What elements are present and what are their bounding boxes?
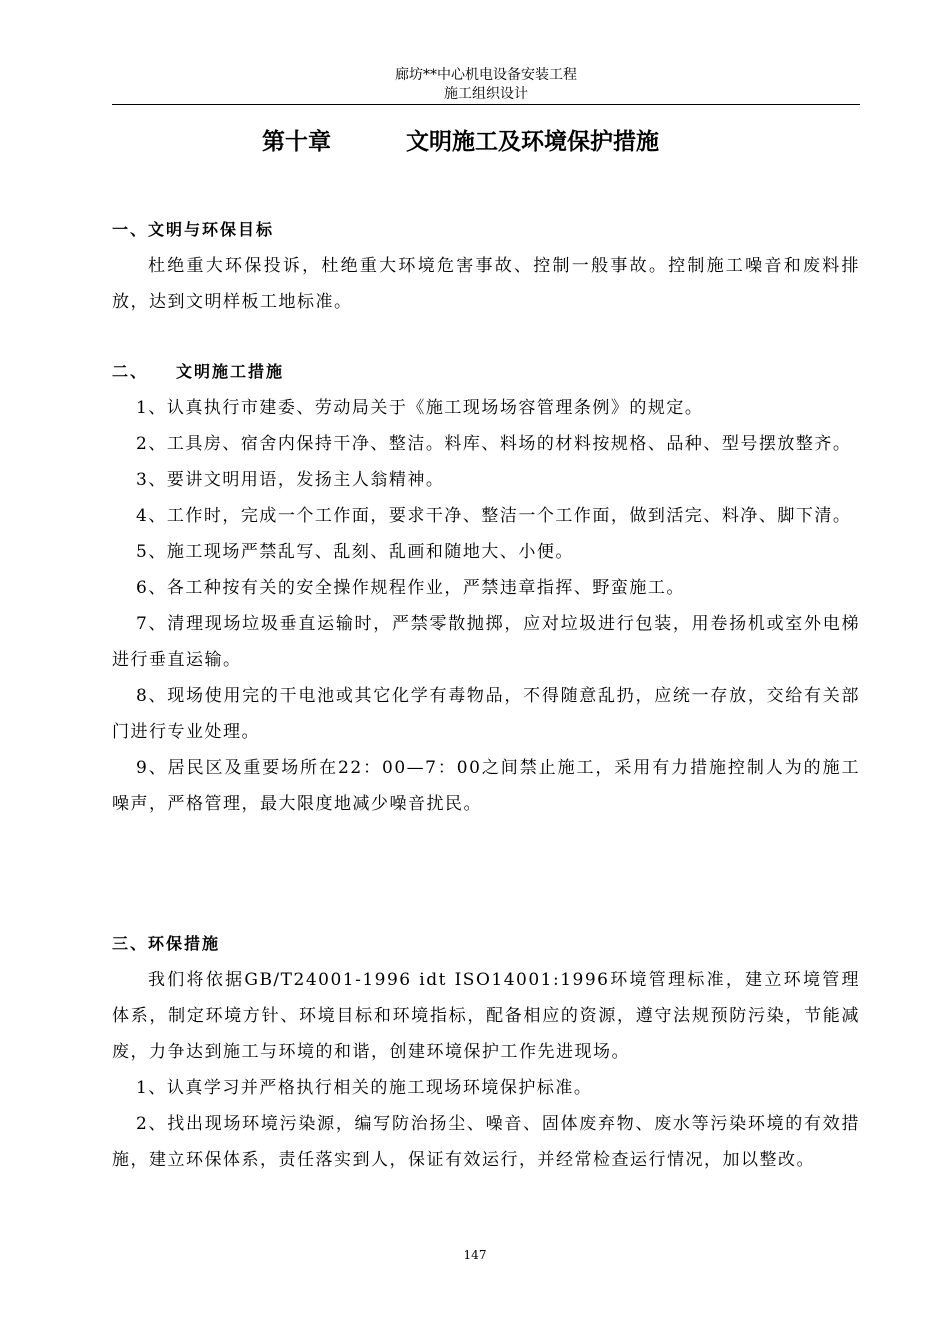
header-project-title: 廊坊**中心机电设备安装工程 — [395, 67, 577, 83]
chapter-name: 文明施工及环境保护措施 — [406, 128, 659, 155]
page-header — [112, 66, 860, 104]
section-1 — [112, 212, 860, 320]
section-1-heading — [112, 212, 860, 248]
list-item: 1、认真执行市建委、劳动局关于《施工现场场容管理条例》的规定。 — [136, 398, 704, 418]
section-2-number: 二、 — [112, 362, 149, 381]
header-document-type: 施工组织设计 — [444, 86, 528, 102]
section-2 — [112, 354, 860, 822]
list-item: 6、各工种按有关的安全操作规程作业，严禁违章指挥、野蛮施工。 — [136, 578, 685, 598]
list-item: 4、工作时，完成一个工作面，要求干净、整洁一个工作面，做到活完、料净、脚下清。 — [136, 506, 852, 526]
section-1-title: 文明与环保目标 — [148, 220, 275, 239]
list-item: 1、认真学习并严格执行相关的施工现场环境保护标准。 — [136, 1078, 593, 1098]
chapter-number: 第十章 — [262, 128, 331, 155]
section-2-heading — [112, 354, 860, 390]
section-3-intro: 我们将依据GB/T24001-1996 idt ISO14001:1996环境管理标准，建立环境管理体系，制定环境方针、环境目标和环境指标，配备相应的资源，遵守法规预防污染，节能减废，力争达到施工与环境的和谐，创建环境保护工作先进现场。 — [112, 970, 860, 1062]
list-item: 9、居民区及重要场所在22：00—7：00之间禁止施工，采用有力措施控制人为的施工噪声，严格管理，最大限度地减少噪音扰民。 — [112, 758, 860, 814]
page-number: 147 — [463, 1248, 487, 1262]
list-item: 3、要讲文明用语，发扬主人翁精神。 — [136, 470, 445, 490]
list-item: 2、找出现场环境污染源，编写防治扬尘、噪音、固体废弃物、废水等污染环境的有效措施，建立环保体系，责任落实到人，保证有效运行，并经常检查运行情况，加以整改。 — [112, 1114, 860, 1170]
section-3-heading: 三、环保措施 — [112, 934, 221, 953]
list-item: 5、施工现场严禁乱写、乱刻、乱画和随地大、小便。 — [136, 542, 574, 562]
list-item: 7、清理现场垃圾垂直运输时，严禁零散抛掷，应对垃圾进行包装，用卷扬机或室外电梯进行垂直运输。 — [112, 614, 860, 670]
section-1-body: 杜绝重大环保投诉，杜绝重大环境危害事故、控制一般事故。控制施工噪音和废料排放，达到文明样板工地标准。 — [112, 256, 860, 312]
chapter-title — [262, 126, 659, 158]
section-2-title: 文明施工措施 — [176, 362, 285, 381]
list-item: 8、现场使用完的干电池或其它化学有毒物品，不得随意乱扔，应统一存放，交给有关部门进行专业处理。 — [112, 686, 860, 742]
list-item: 2、工具房、宿舍内保持干净、整洁。料库、料场的材料按规格、品种、型号摆放整齐。 — [136, 434, 852, 454]
section-1-number: 一、 — [112, 220, 149, 239]
header-divider — [112, 104, 860, 105]
section-3 — [112, 926, 860, 1178]
